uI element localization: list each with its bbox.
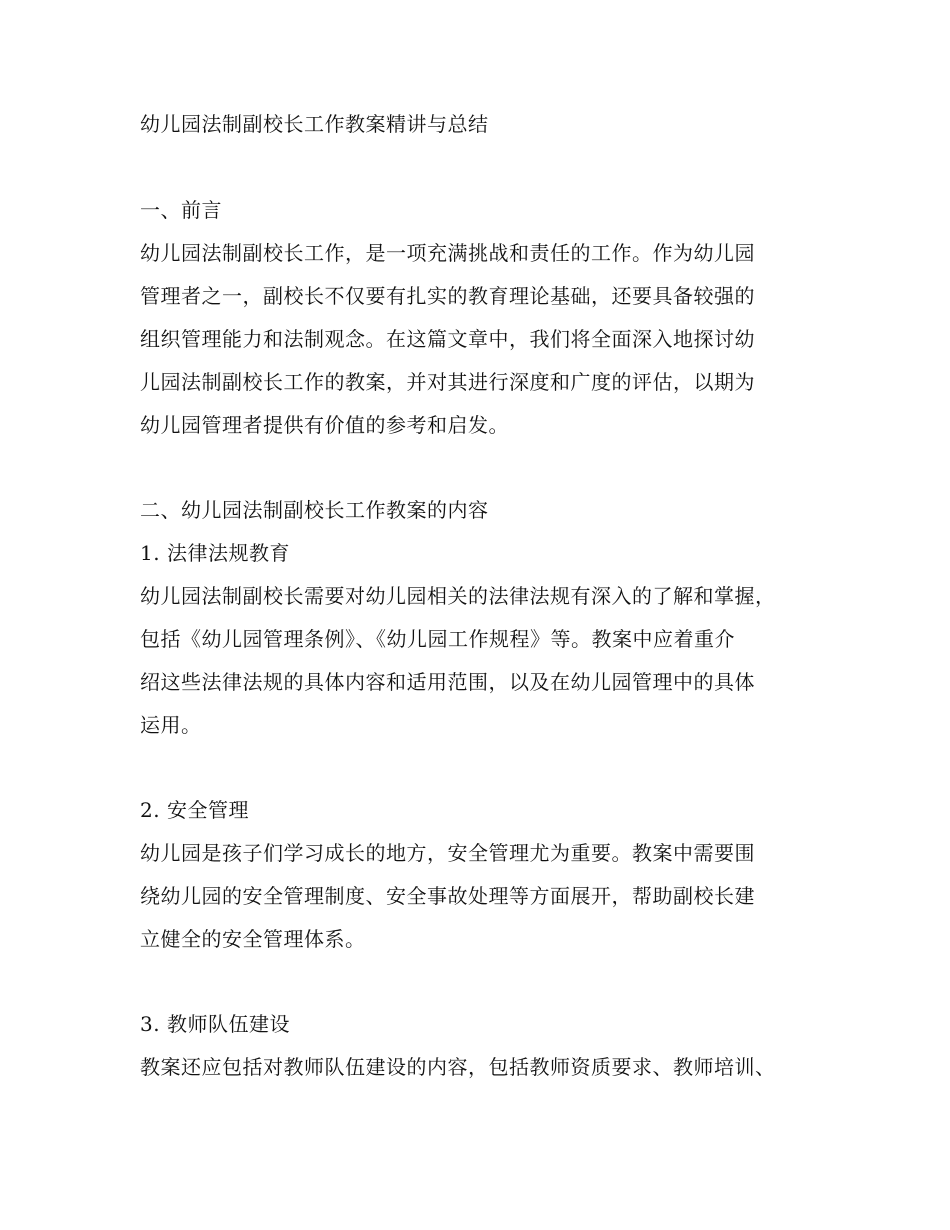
paragraph-line: 组织管理能力和法制观念。在这篇文章中，我们将全面深入地探讨幼 [140,327,755,351]
paragraph-line: 幼儿园管理者提供有价值的参考和启发。 [140,413,509,437]
paragraph-line: 幼儿园是孩子们学习成长的地方，安全管理尤为重要。教案中需要围 [140,841,755,865]
item-heading-teachers: 3. 教师队伍建设 [140,1012,290,1036]
item-heading-law: 1. 法律法规教育 [140,541,290,565]
paragraph-line: 管理者之一，副校长不仅要有扎实的教育理论基础，还要具备较强的 [140,284,755,308]
paragraph-line: 绕幼儿园的安全管理制度、安全事故处理等方面展开，帮助副校长建 [140,884,755,908]
paragraph-line: 运用。 [140,713,202,737]
document-title: 幼儿园法制副校长工作教案精讲与总结 [140,112,489,136]
section-heading-preface: 一、前言 [140,198,222,222]
paragraph-line: 教案还应包括对教师队伍建设的内容，包括教师资质要求、教师培训、 [140,1055,776,1079]
item-heading-safety: 2. 安全管理 [140,798,249,822]
paragraph-line: 幼儿园法制副校长需要对幼儿园相关的法律法规有深入的了解和掌握， [140,584,776,608]
paragraph-line: 立健全的安全管理体系。 [140,927,366,951]
paragraph-line: 绍这些法律法规的具体内容和适用范围，以及在幼儿园管理中的具体 [140,670,755,694]
paragraph-line: 包括《幼儿园管理条例》、《幼儿园工作规程》等。教案中应着重介 [140,627,735,651]
section-heading-content: 二、幼儿园法制副校长工作教案的内容 [140,498,489,522]
paragraph-line: 幼儿园法制副校长工作，是一项充满挑战和责任的工作。作为幼儿园 [140,241,755,265]
paragraph-line: 儿园法制副校长工作的教案，并对其进行深度和广度的评估，以期为 [140,370,755,394]
